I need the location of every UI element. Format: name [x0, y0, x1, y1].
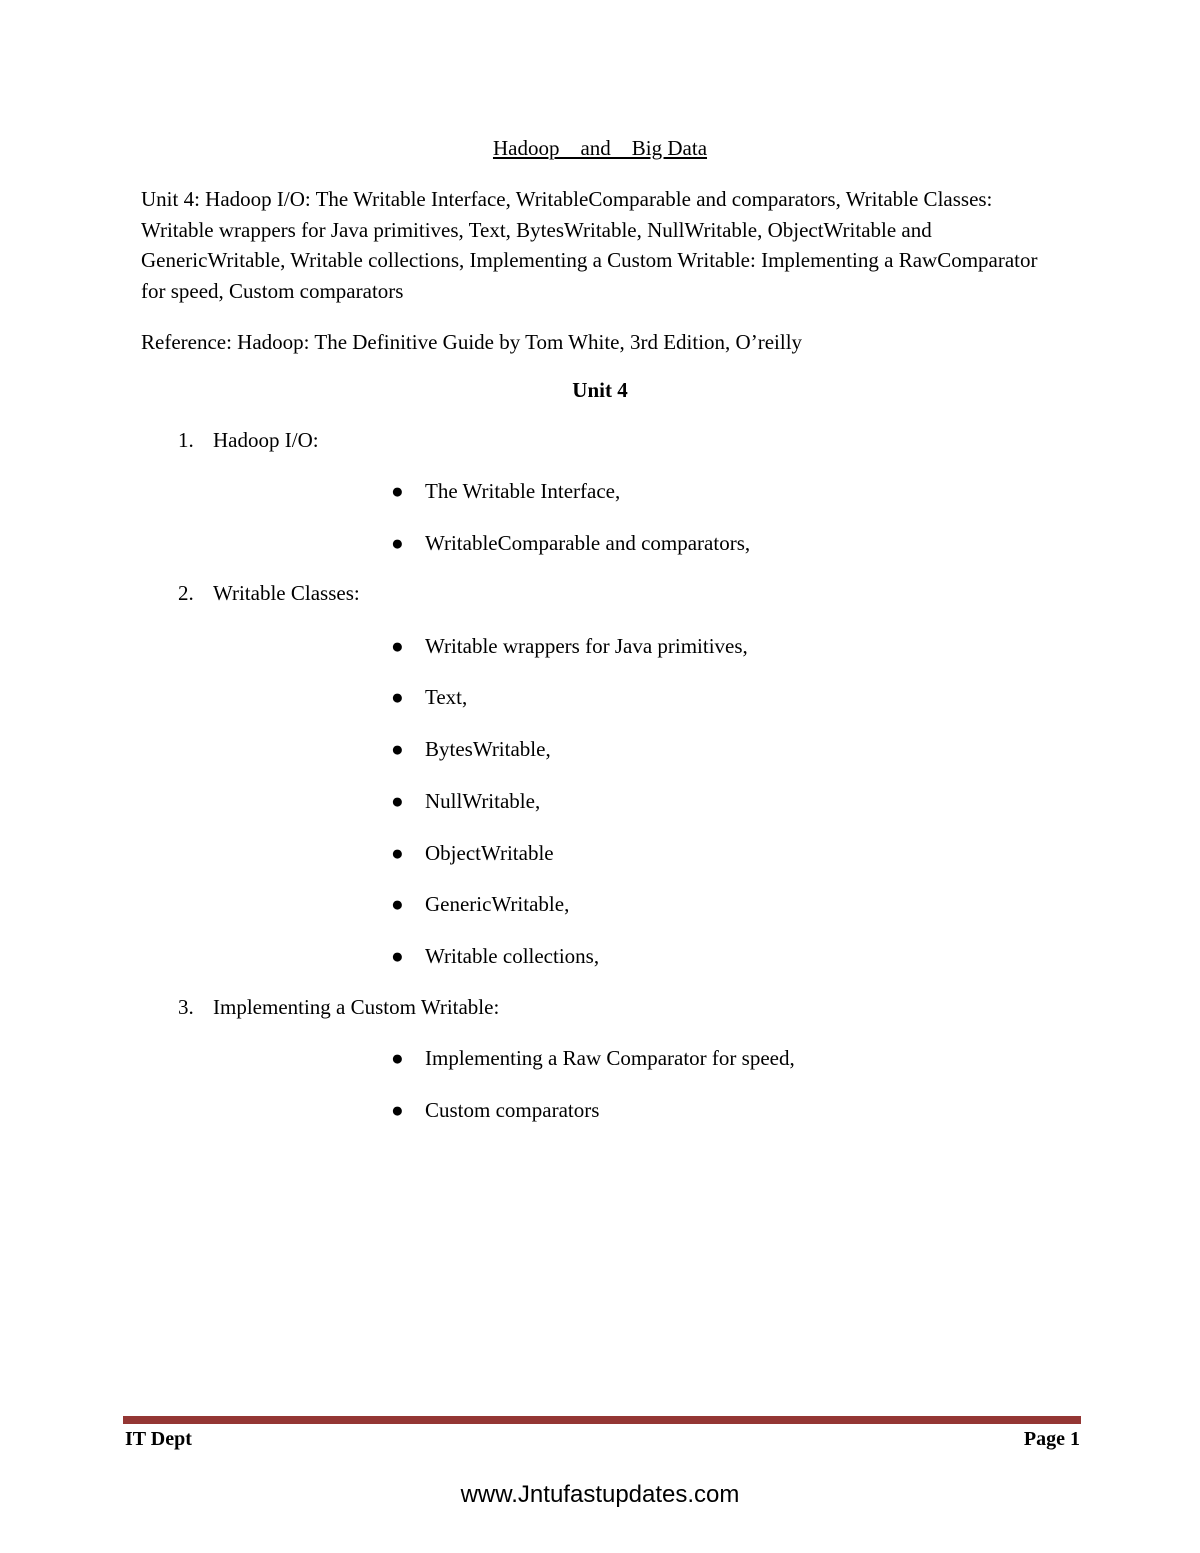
section-number: 2.: [178, 581, 194, 605]
section-3: [178, 995, 499, 1020]
footer-divider: [123, 1416, 1081, 1424]
page-title-text: Hadoop and Big Data: [492, 136, 708, 160]
section-2: [178, 581, 360, 606]
list-item-text: NullWritable,: [425, 789, 541, 813]
list-item: [391, 1098, 599, 1123]
section-label: Implementing a Custom Writable:: [213, 995, 500, 1019]
footer-department: IT Dept: [125, 1428, 192, 1450]
bullet-icon: ●: [391, 789, 404, 813]
list-item: [391, 685, 467, 710]
list-item: [391, 789, 540, 814]
bullet-icon: ●: [391, 634, 404, 658]
section-label: Writable Classes:: [213, 581, 360, 605]
bullet-icon: ●: [391, 1046, 404, 1070]
list-item: [391, 892, 569, 917]
bullet-icon: ●: [391, 737, 404, 761]
section-1: [178, 428, 319, 453]
list-item: [391, 944, 599, 969]
page-title: [0, 136, 1200, 161]
footer-page-number: Page 1: [1023, 1428, 1080, 1450]
list-item: [391, 479, 620, 504]
unit-heading: Unit 4: [572, 378, 628, 402]
list-item-text: Writable wrappers for Java primitives,: [425, 634, 748, 658]
bullet-icon: ●: [391, 531, 404, 555]
bullet-icon: ●: [391, 892, 404, 916]
bullet-icon: ●: [391, 479, 404, 503]
bullet-icon: ●: [391, 1098, 404, 1122]
list-item-text: Implementing a Raw Comparator for speed,: [425, 1046, 795, 1070]
list-item-text: The Writable Interface,: [425, 479, 621, 503]
list-item: [391, 531, 750, 556]
list-item-text: ObjectWritable: [425, 841, 554, 865]
list-item: [391, 841, 554, 866]
section-number: 3.: [178, 995, 194, 1019]
bullet-icon: ●: [391, 841, 404, 865]
section-number: 1.: [178, 428, 194, 452]
bullet-icon: ●: [391, 944, 404, 968]
section-label: Hadoop I/O:: [213, 428, 319, 452]
website-watermark: www.Jntufastupdates.com: [460, 1481, 740, 1508]
list-item-text: Writable collections,: [425, 944, 600, 968]
reference-line: Reference: Hadoop: The Definitive Guide by Tom White, 3rd Edition, O’reilly: [141, 330, 803, 354]
list-item-text: Custom comparators: [425, 1098, 600, 1122]
unit-summary-paragraph: Unit 4: Hadoop I/O: The Writable Interface, WritableComparable and comparators, Writable Classes: Writable wrappers for Java primitives, Text, BytesWritable, NullWritable, ObjectWritable and GenericWritable, Writable collections, Implementing a Custom Writable: Implementing a RawComparator for speed, Custom comparators: [141, 187, 1038, 303]
list-item-text: GenericWritable,: [425, 892, 570, 916]
list-item: [391, 1046, 795, 1071]
list-item-text: BytesWritable,: [425, 737, 551, 761]
list-item-text: WritableComparable and comparators,: [425, 531, 751, 555]
list-item: [391, 737, 551, 762]
list-item: [391, 634, 748, 659]
list-item-text: Text,: [425, 685, 468, 709]
bullet-icon: ●: [391, 685, 404, 709]
